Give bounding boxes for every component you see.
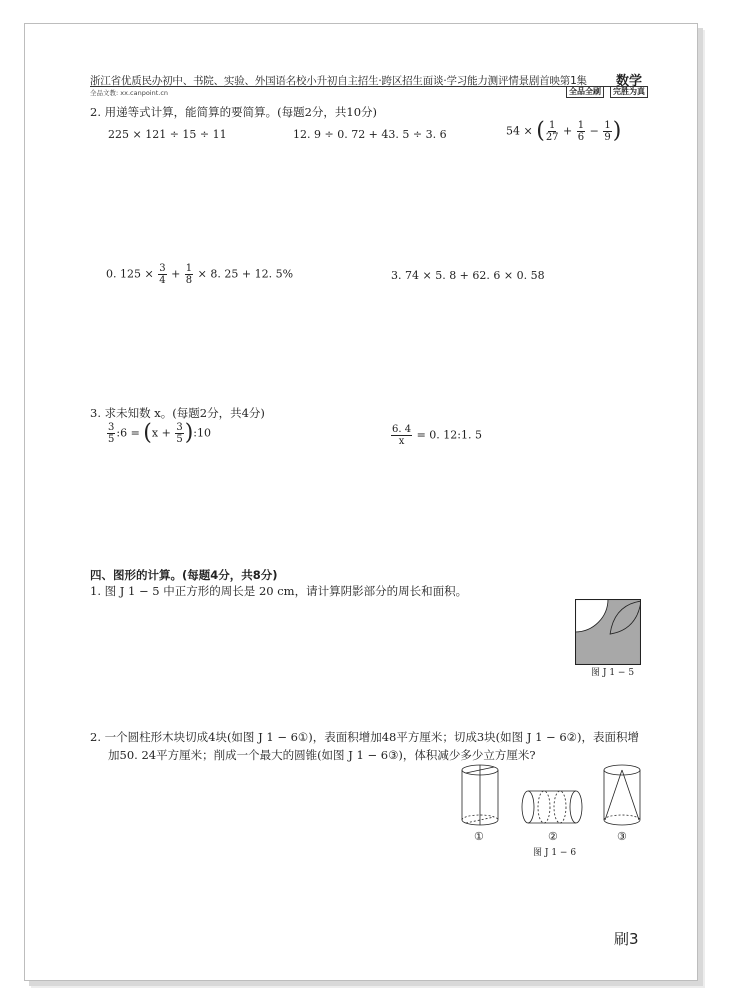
q3-expr-2: $\frac{6. 4}{x}$ = 0. 12:1. 5 [392, 424, 482, 447]
sec4-problem-1: 1. 图 J 1 − 5 中正方形的周长是 20 cm，请计算阴影部分的周长和面积。 [90, 584, 468, 598]
sec4-problem-2-line-1: 2. 一个圆柱形木块切成4块(如图 J 1 − 6①)，表面积增加48平方厘米；切成3块(如图 J 1 − 6②)，表面积增 [90, 730, 639, 744]
q2-expr-1: 225 × 121 ÷ 15 ÷ 11 [108, 128, 227, 141]
fraction: $\frac{1}{27}$ [545, 120, 559, 143]
brand-right: 完胜为真 [610, 86, 648, 98]
fig5-caption: 图 J 1 − 5 [591, 668, 635, 678]
fig6-label-2: ② [548, 830, 558, 843]
brand-left: 全品全刷 [566, 86, 604, 98]
q3-title: 3. 求未知数 x。(每题2分，共4分) [90, 406, 265, 420]
figure-j1-6 [456, 762, 646, 832]
fraction: $\frac{3}{4}$ [159, 263, 166, 286]
section-4-title: 四、图形的计算。(每题4分，共8分) [90, 568, 278, 582]
fig6-label-1: ① [474, 830, 484, 843]
cylinder-cut-4 [462, 765, 498, 825]
fraction: $\frac{1}{6}$ [577, 120, 585, 143]
figure-j1-5 [575, 599, 641, 665]
fraction: $\frac{6. 4}{x}$ [392, 424, 412, 447]
cylinder-cut-3 [522, 791, 582, 823]
page-frame [24, 23, 698, 981]
q2-expr-2: 12. 9 ÷ 0. 72 + 43. 5 ÷ 3. 6 [293, 128, 447, 141]
fig6-caption: 图 J 1 − 6 [533, 848, 577, 858]
header-title: 浙江省优质民办初中、书院、实验、外国语名校小升初自主招生·跨区招生面谈·学习能力测评情景剧首映第1集 [90, 75, 587, 87]
q2-expr-4: 0. 125 × $\frac{3}{4}$ + $\frac{1}{8}$ × 8. 25 + 12. 5% [106, 263, 294, 286]
fraction: $\frac{3}{5}$ [176, 422, 183, 445]
header-website: 全品文教: xx.canpoint.cn [90, 89, 169, 97]
fraction: $\frac{3}{5}$ [108, 422, 115, 445]
fraction: $\frac{1}{9}$ [604, 120, 611, 143]
cylinder-with-cone [604, 765, 640, 825]
sec4-problem-2-line-2: 加50. 24平方厘米；削成一个最大的圆锥(如图 J 1 − 6③)，体积减少多少立方厘米? [108, 748, 536, 762]
subject-label: 数学 [616, 74, 643, 89]
header-rule [90, 86, 640, 87]
q2-title: 2. 用递等式计算，能简算的要简算。(每题2分，共10分) [90, 105, 378, 119]
q2-expr-5: 3. 74 × 5. 8 + 62. 6 × 0. 58 [391, 269, 545, 282]
page-number: 刷3 [614, 930, 639, 948]
fraction: $\frac{1}{8}$ [185, 263, 193, 286]
fig6-label-3: ③ [617, 830, 627, 843]
q3-expr-1: $\frac{3}{5}$ :6 = (x + $\frac{3}{5}$ ):10 [108, 420, 211, 446]
q2-expr-3-lead: 54 × [506, 124, 533, 138]
q2-expr-3: 54 × ( $\frac{1}{27}$ + $\frac{1}{6}$ − $\frac{1}{9}$ ) [506, 118, 622, 144]
